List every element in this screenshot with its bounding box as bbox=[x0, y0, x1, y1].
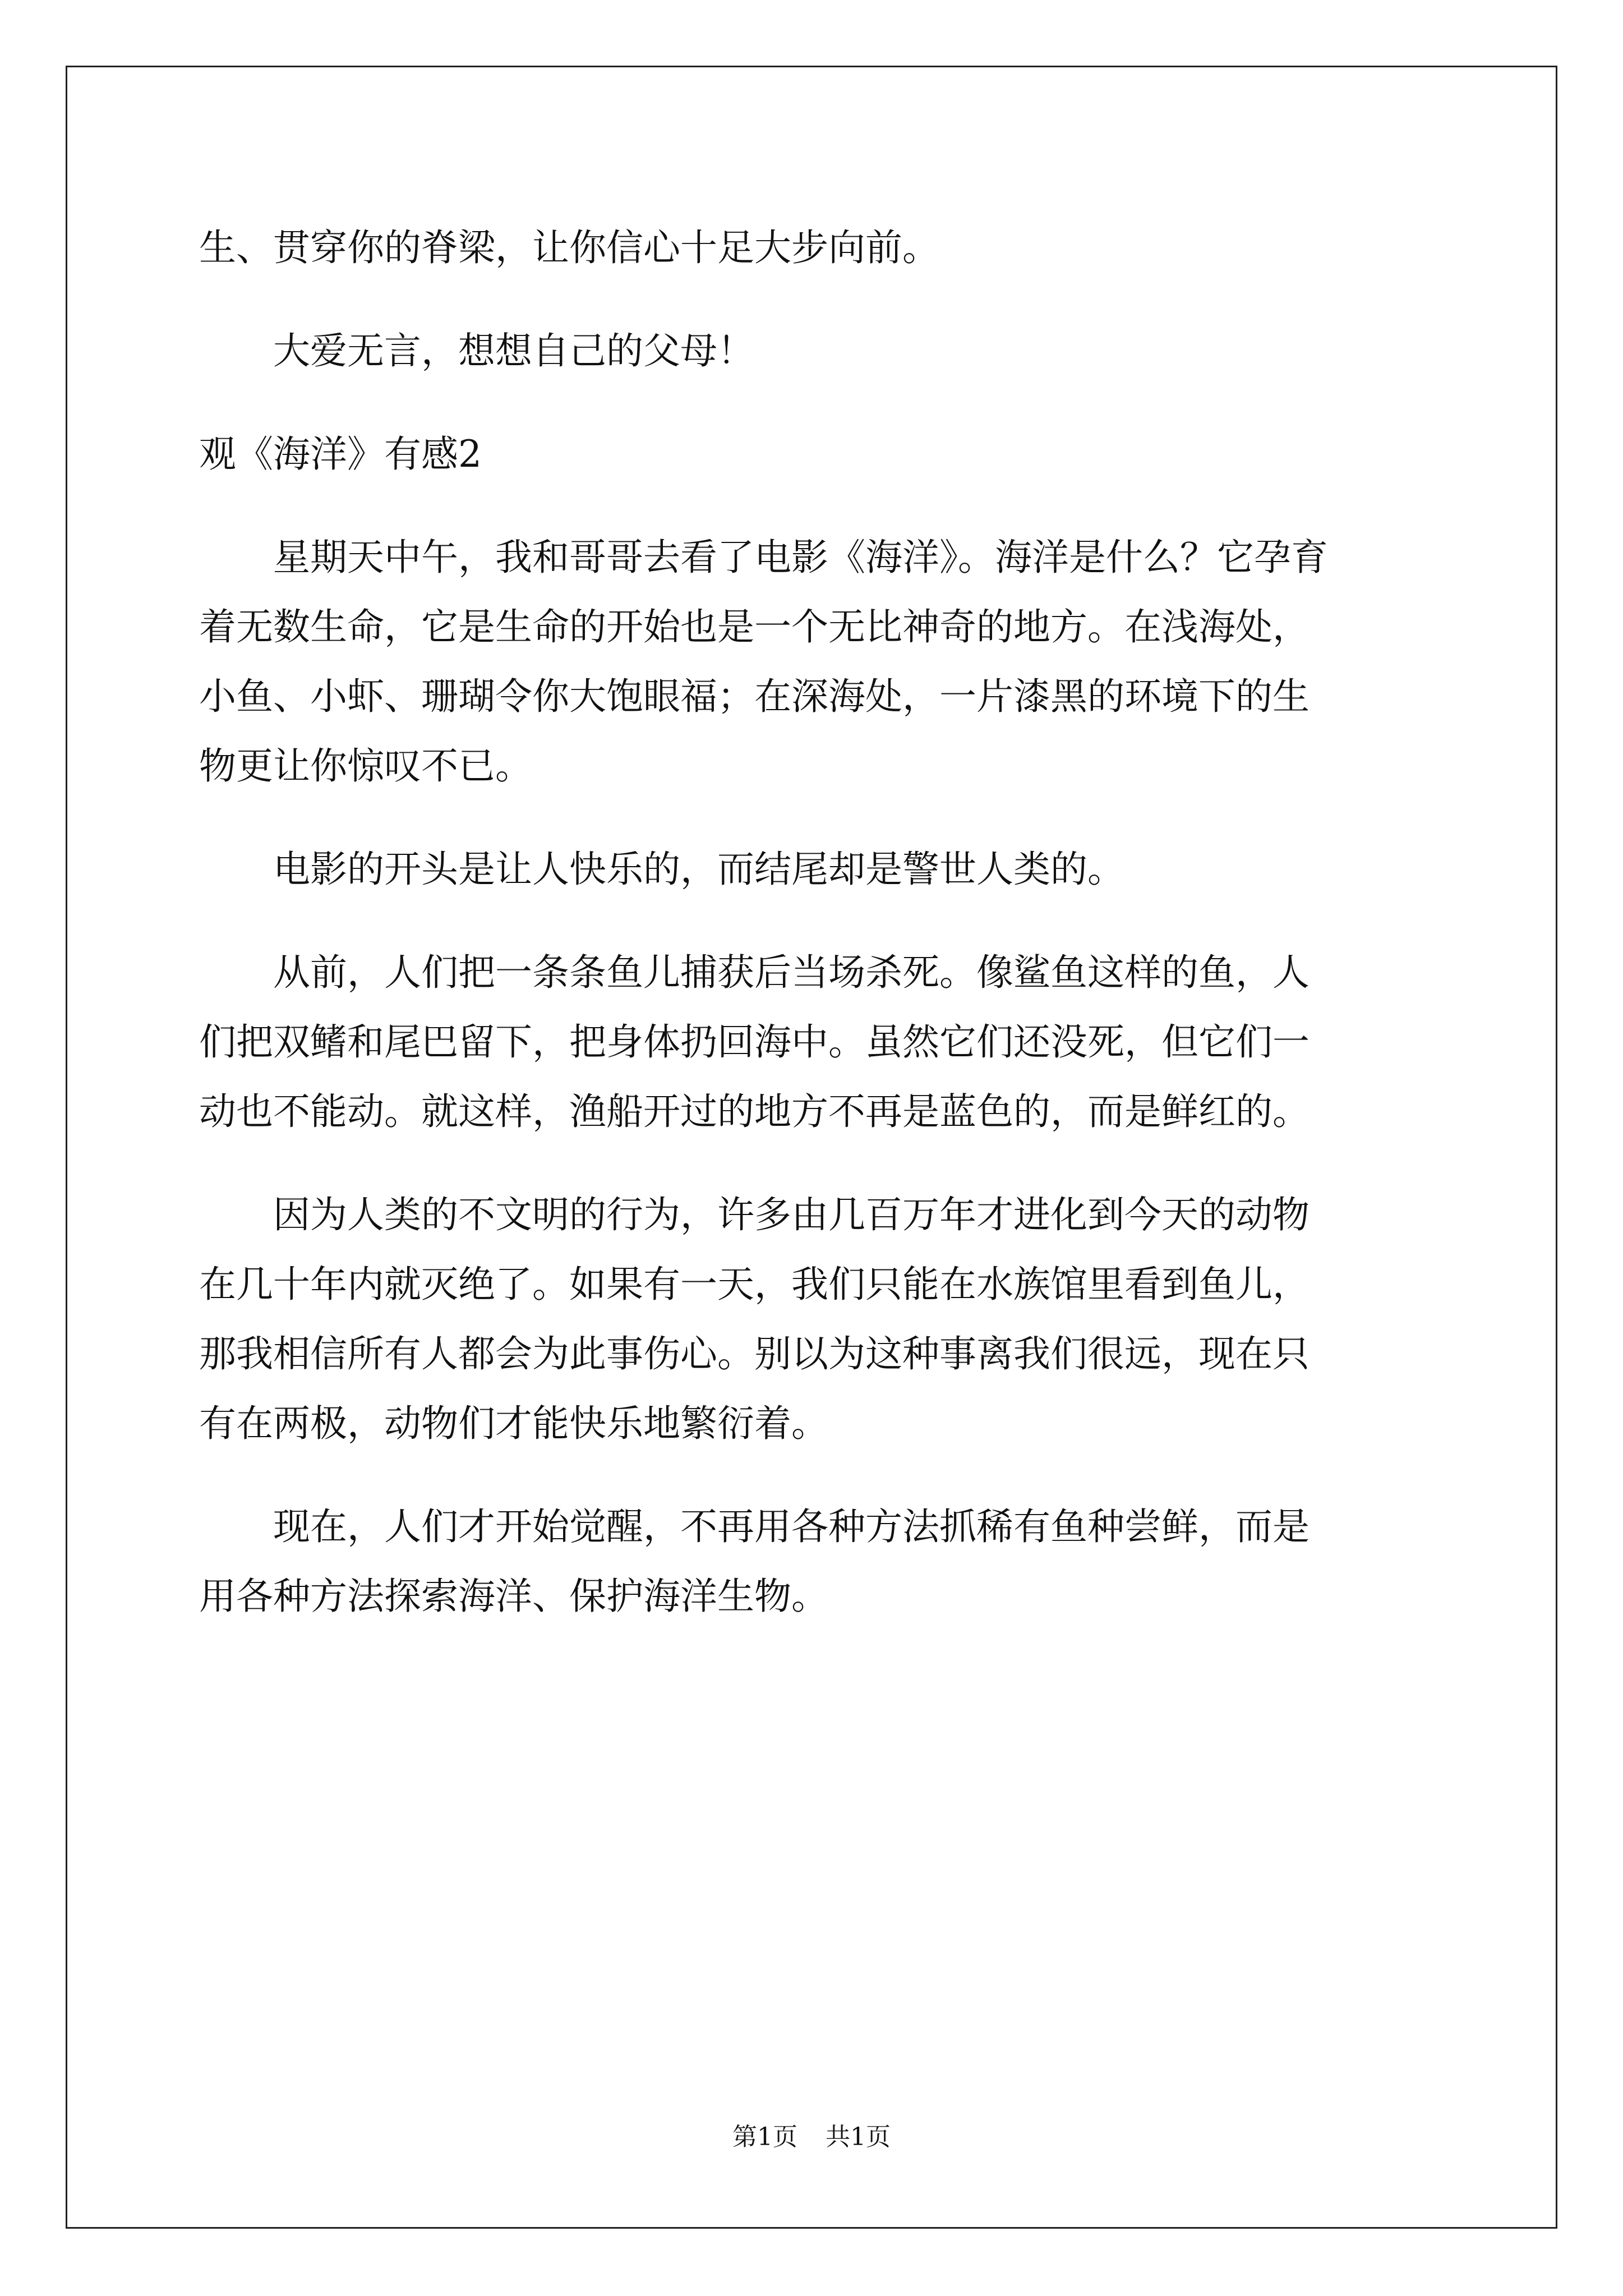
text-line: 从前，人们把一条条鱼儿捕获后当场杀死。像鲨鱼这样的鱼，人 bbox=[273, 951, 1310, 994]
paragraph-7 bbox=[199, 1492, 1427, 1631]
paragraph-4 bbox=[199, 835, 1427, 904]
page-number: 第1页 bbox=[732, 2123, 797, 2151]
paragraph-5 bbox=[199, 938, 1427, 1147]
paragraph-2 bbox=[199, 316, 1427, 386]
text-line: 有在两极，动物们才能快乐地繁衍着。 bbox=[199, 1402, 828, 1445]
text-line: 在几十年内就灭绝了。如果有一天，我们只能在水族馆里看到鱼儿， bbox=[199, 1263, 1310, 1306]
text-line: 生、贯穿你的脊梁，让你信心十足大步向前。 bbox=[199, 226, 939, 269]
paragraph-6 bbox=[199, 1180, 1427, 1458]
paragraph-1 bbox=[199, 213, 1427, 283]
text-line: 物更让你惊叹不已。 bbox=[199, 744, 532, 788]
text-line: 动也不能动。就这样，渔船开过的地方不再是蓝色的，而是鲜红的。 bbox=[199, 1090, 1310, 1133]
text-line: 用各种方法探索海洋、保护海洋生物。 bbox=[199, 1575, 828, 1618]
text-line: 现在，人们才开始觉醒，不再用各种方法抓稀有鱼种尝鲜，而是 bbox=[273, 1505, 1310, 1548]
text-line: 因为人类的不文明的行为，许多由几百万年才进化到今天的动物 bbox=[273, 1193, 1310, 1236]
section-title-block bbox=[199, 420, 1427, 489]
text-line: 星期天中午，我和哥哥去看了电影《海洋》。海洋是什么？它孕育 bbox=[273, 536, 1328, 579]
text-line: 大爱无言，想想自己的父母！ bbox=[273, 329, 754, 372]
text-line: 电影的开头是让人快乐的，而结尾却是警世人类的。 bbox=[273, 848, 1124, 891]
text-line: 那我相信所有人都会为此事伤心。别以为这种事离我们很远，现在只 bbox=[199, 1332, 1310, 1375]
page-total: 共1页 bbox=[826, 2123, 891, 2151]
document-body bbox=[199, 213, 1427, 1665]
text-line: 着无数生命，它是生命的开始也是一个无比神奇的地方。在浅海处， bbox=[199, 605, 1310, 648]
text-line: 小鱼、小虾、珊瑚令你大饱眼福；在深海处，一片漆黑的环境下的生 bbox=[199, 675, 1310, 718]
paragraph-3 bbox=[199, 523, 1427, 801]
section-title: 观《海洋》有感2 bbox=[199, 432, 482, 476]
text-line: 们把双鳍和尾巴留下，把身体扔回海中。虽然它们还没死，但它们一 bbox=[199, 1020, 1310, 1064]
page-footer bbox=[0, 2120, 1623, 2154]
